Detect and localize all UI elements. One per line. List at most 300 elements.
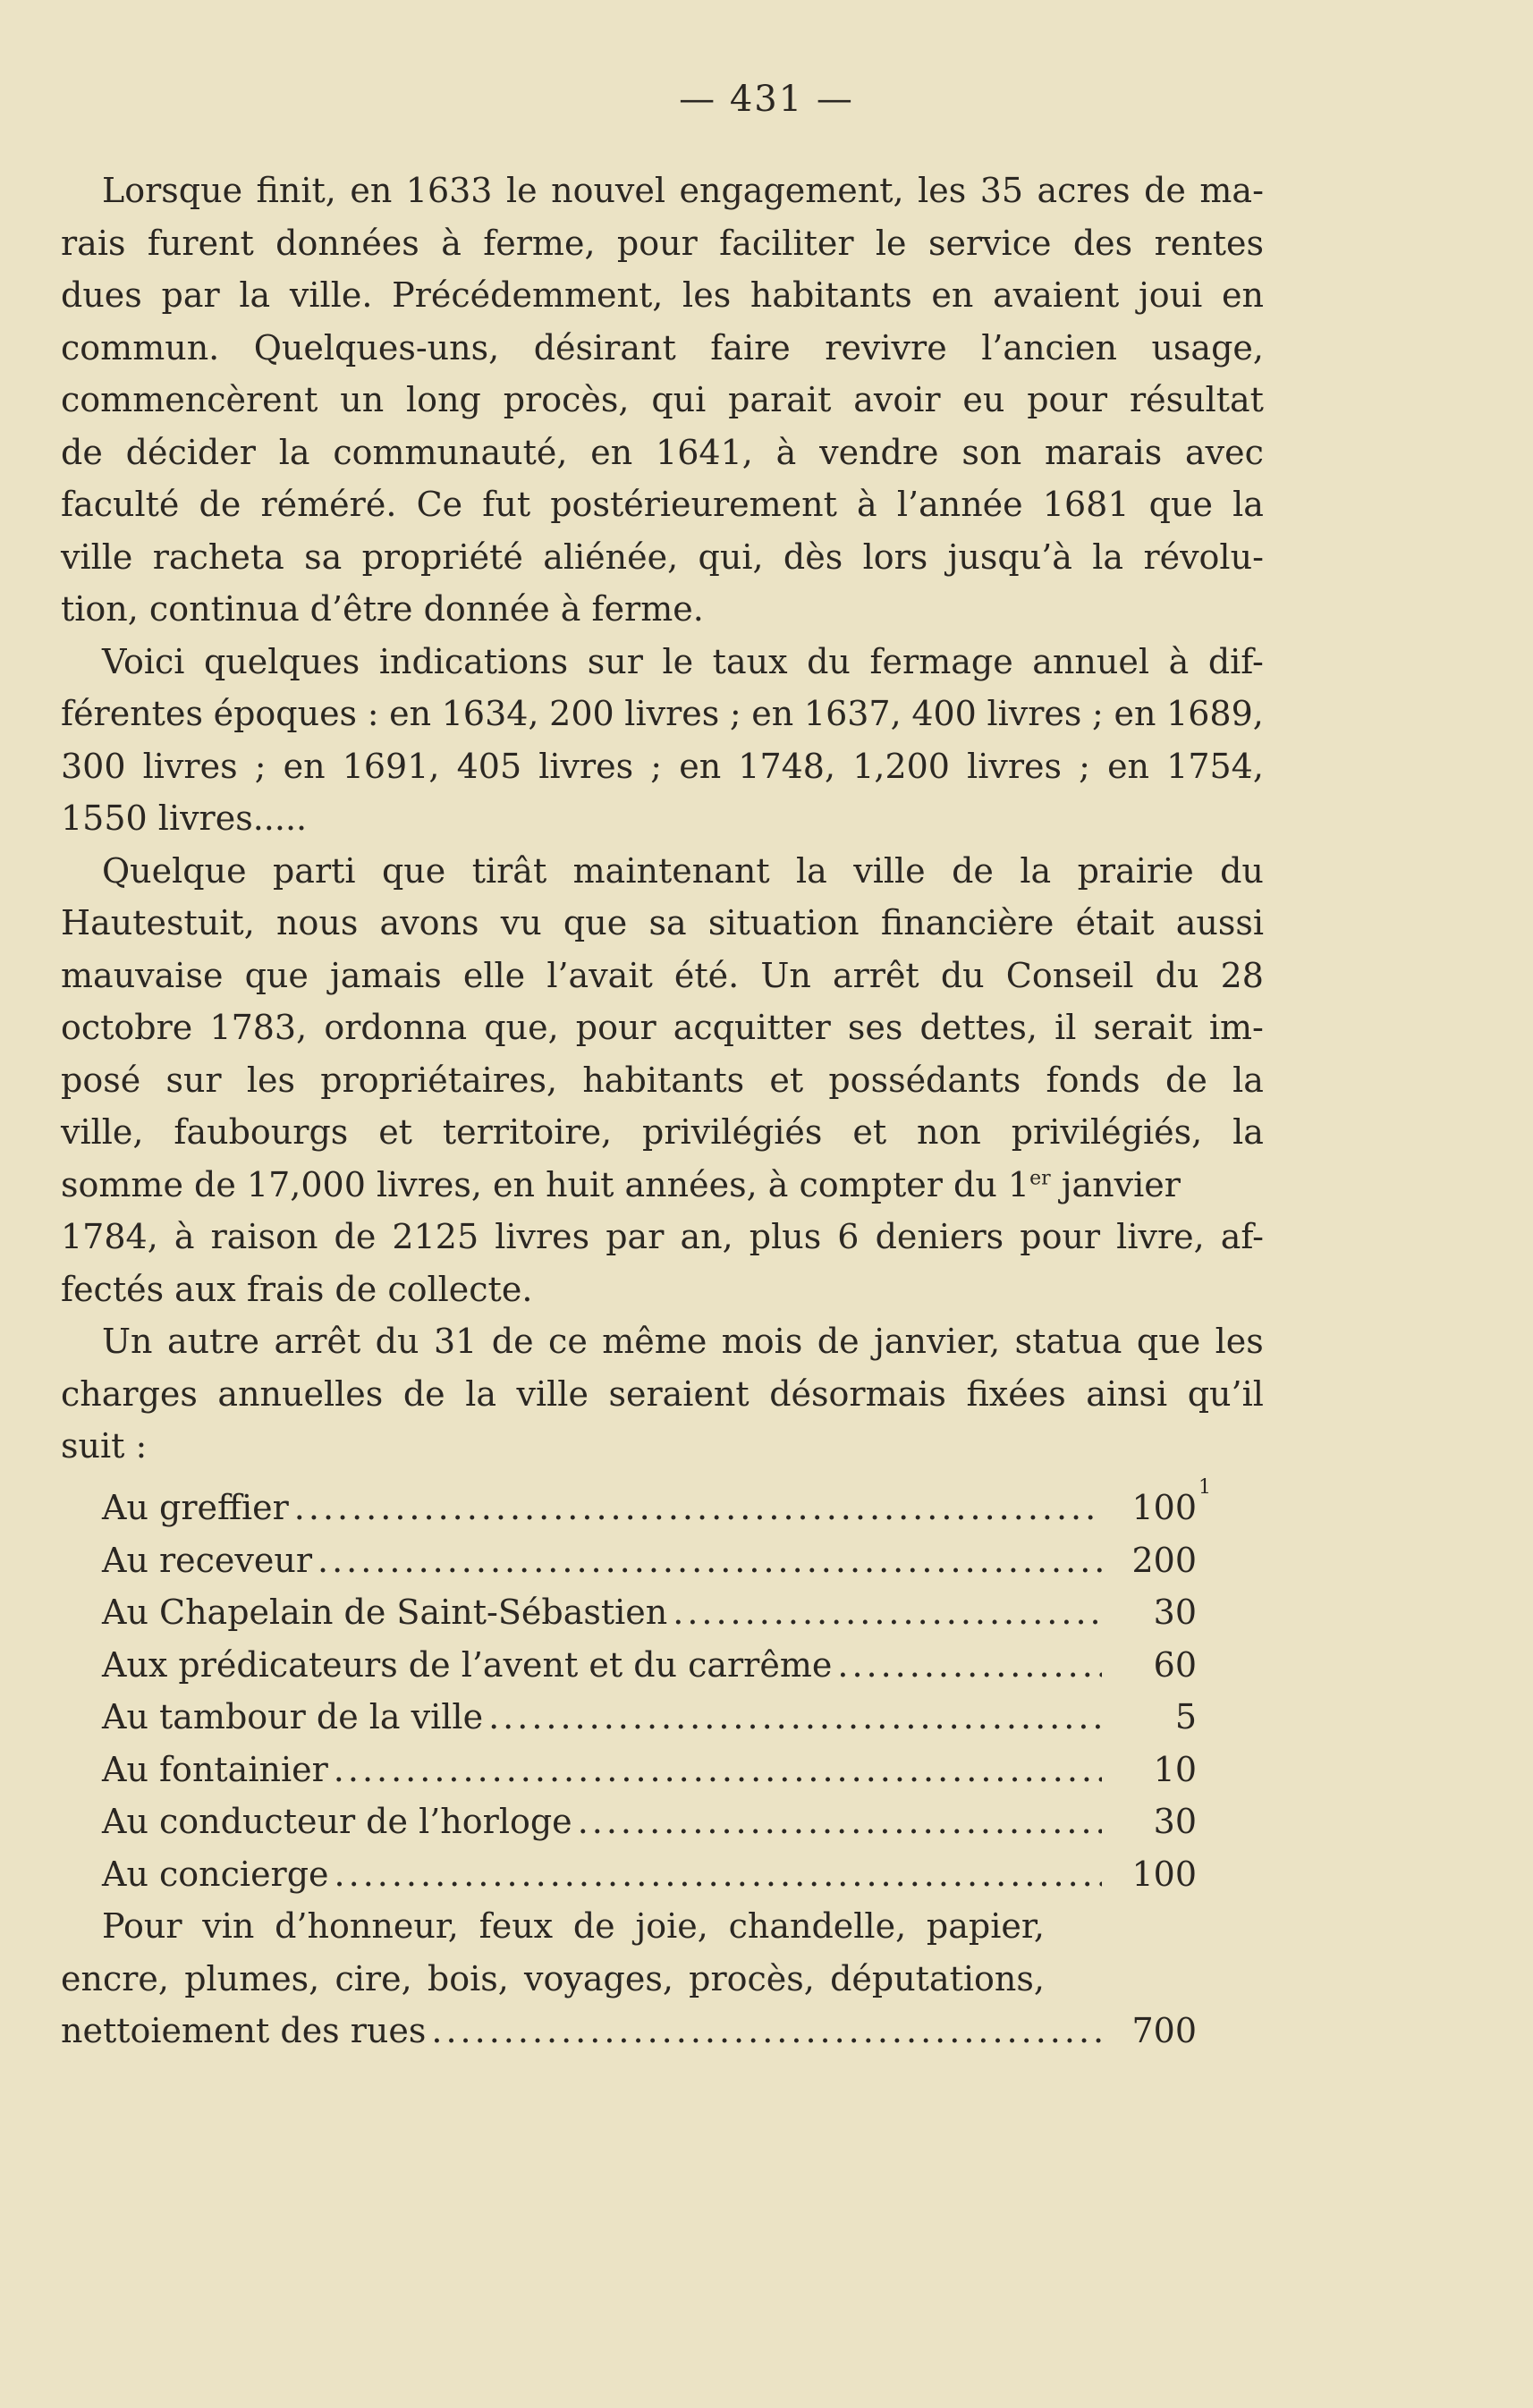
word: en	[751, 694, 794, 733]
word: prairie	[1077, 850, 1194, 891]
word: livres	[142, 746, 238, 786]
word: le	[505, 171, 538, 210]
text-line	[61, 740, 1264, 793]
word: ;	[1079, 746, 1090, 786]
word: en	[1222, 275, 1264, 315]
word: chandelle,	[728, 1906, 907, 1946]
word: ville,	[61, 1112, 144, 1152]
word: de	[334, 1217, 377, 1256]
word: que	[1136, 1322, 1201, 1361]
word: communauté,	[333, 432, 568, 472]
word: la	[1232, 1060, 1264, 1100]
word: Hautestuit,	[61, 903, 255, 942]
word: 1634,	[441, 694, 539, 733]
word: dif-	[1207, 641, 1264, 681]
footnote-mark: 1	[1198, 1476, 1211, 1499]
word: annuelles	[217, 1373, 384, 1414]
charge-label: Au fontainier	[102, 1749, 328, 1789]
word: procès,	[689, 1958, 815, 1998]
word: 1637,	[803, 694, 902, 733]
word: faubourgs	[174, 1112, 349, 1152]
text-line	[61, 478, 1264, 531]
word: usage,	[1151, 327, 1264, 368]
word: acres	[1037, 171, 1131, 210]
word: du	[807, 641, 851, 681]
charges-list	[61, 1476, 1211, 2057]
text-fragment-before: somme de 17,000 livres, en huit années, à compter du 1	[61, 1164, 1030, 1204]
charge-label: Au greffier	[102, 1488, 289, 1527]
word: service	[927, 223, 1052, 263]
charge-label: Au concierge	[102, 1854, 329, 1894]
word: im-	[1208, 1008, 1264, 1047]
word: la	[278, 432, 310, 472]
word: feux	[479, 1906, 554, 1946]
dot-leader	[334, 1744, 1102, 1796]
word: un	[340, 380, 385, 419]
text-fragment-after: janvier	[1050, 1164, 1181, 1204]
word: raison	[210, 1217, 318, 1256]
word: 1748,	[738, 746, 836, 786]
word: elle	[462, 955, 526, 995]
word: quelques	[204, 641, 360, 681]
final-charge-line	[61, 1900, 1045, 1953]
word: à	[775, 432, 797, 472]
word: été.	[673, 955, 740, 995]
word: en	[389, 694, 432, 733]
word: du	[1220, 850, 1264, 891]
word: vin	[202, 1906, 255, 1946]
word: Voici	[102, 641, 185, 681]
charge-label: nettoiement des rues	[61, 2011, 427, 2050]
text-line	[61, 845, 1264, 898]
word: livres	[987, 694, 1082, 733]
charge-row	[61, 1534, 1197, 1587]
word: 2125	[392, 1217, 479, 1256]
charge-label: Au Chapelain de Saint-Sébastien	[102, 1593, 668, 1632]
word: octobre	[61, 1008, 193, 1047]
word: livre,	[1116, 1217, 1205, 1256]
word: 28	[1220, 955, 1264, 995]
word: ce	[548, 1322, 588, 1361]
word: pour	[1020, 1217, 1101, 1256]
word: pour	[575, 1008, 656, 1047]
word: de	[1165, 1060, 1207, 1100]
word: et	[769, 1060, 804, 1100]
word: et	[852, 1112, 887, 1152]
text-fragment	[61, 1159, 1181, 1212]
word: ;	[254, 746, 267, 786]
word: mauvaise	[61, 955, 224, 995]
word: 405	[456, 746, 522, 786]
word: époques	[213, 694, 358, 733]
word: 1691,	[342, 746, 440, 786]
word: aliénée,	[543, 537, 679, 577]
word: jusqu’à	[947, 537, 1072, 577]
word: af-	[1220, 1217, 1264, 1256]
word: serait	[1093, 1008, 1192, 1047]
word: que	[1148, 485, 1213, 524]
word: la	[1020, 850, 1052, 891]
word: révolu-	[1143, 537, 1264, 577]
word: possédants	[828, 1060, 1021, 1100]
word: finit,	[256, 171, 336, 210]
text-line: fectés aux frais de collecte.	[61, 1269, 533, 1309]
word: fixées	[966, 1373, 1066, 1414]
word: 1689,	[1166, 694, 1264, 733]
word: non	[917, 1112, 981, 1152]
word: sur	[587, 641, 643, 681]
charge-row	[61, 1691, 1197, 1744]
word: sur	[165, 1060, 222, 1100]
word: Lorsque	[102, 171, 243, 210]
superscript: er	[1029, 1166, 1051, 1189]
word: députations,	[830, 1958, 1045, 1998]
word: maintenant	[572, 850, 770, 891]
word: :	[367, 694, 379, 733]
word: revivre	[825, 327, 947, 368]
word: nouvel	[551, 171, 666, 210]
word: de	[1144, 171, 1186, 210]
word: 1,200	[852, 746, 950, 786]
charge-amount: 5	[1174, 1697, 1197, 1736]
text-line	[61, 531, 1264, 584]
text-line	[61, 374, 1264, 427]
text-line	[61, 1001, 1264, 1054]
word: que,	[484, 1008, 559, 1047]
word: le	[875, 223, 907, 263]
word: Pour	[102, 1906, 182, 1946]
word: Un	[760, 955, 811, 995]
charge-amount: 700	[1131, 2011, 1197, 2050]
charge-amount: 10	[1153, 1749, 1197, 1789]
word: livres	[495, 1217, 590, 1256]
body-text	[61, 165, 1264, 1473]
word: fut	[482, 485, 531, 524]
word: avons	[379, 903, 479, 942]
word: à	[441, 223, 462, 263]
word: l’avait	[546, 955, 653, 995]
text-line	[61, 1106, 1264, 1159]
word: lors	[862, 537, 928, 577]
word: faciliter	[719, 223, 854, 263]
word: joui	[1139, 275, 1203, 315]
word: commun.	[61, 327, 220, 368]
word: plumes,	[184, 1958, 320, 1998]
word: vendre	[819, 432, 939, 472]
word: désormais	[769, 1373, 946, 1414]
word: aussi	[1175, 903, 1264, 942]
dot-leader	[488, 1691, 1102, 1744]
word: 6	[837, 1217, 860, 1256]
word: l’année	[896, 485, 1023, 524]
charge-label: Au receveur	[102, 1540, 313, 1580]
word: livres	[538, 746, 634, 786]
word: acquitter	[673, 1008, 831, 1047]
word: territoire,	[442, 1112, 613, 1152]
word: habitants	[750, 275, 912, 315]
charge-label: Au conducteur de l’horloge	[102, 1802, 572, 1841]
amount-value: 100	[1131, 1488, 1197, 1527]
word: le	[662, 641, 694, 681]
final-charge-line	[61, 1953, 1045, 2006]
word: 1641,	[656, 432, 753, 472]
word: en	[283, 746, 326, 786]
text-line	[61, 427, 1264, 479]
word: à	[174, 1217, 195, 1256]
text-line	[61, 897, 1264, 950]
charge-amount: 30	[1153, 1802, 1197, 1841]
word: 300	[61, 746, 126, 786]
word: 35	[979, 171, 1024, 210]
word: 200	[549, 694, 614, 733]
word: seraient	[608, 1373, 750, 1414]
word: ferme,	[483, 223, 596, 263]
word: eu	[962, 380, 1005, 419]
word: privilégiés	[642, 1112, 823, 1152]
word: était	[1075, 903, 1155, 942]
word: la	[1232, 485, 1264, 524]
word: ma-	[1199, 171, 1264, 210]
word: engagement,	[679, 171, 904, 210]
text-line	[61, 1368, 1264, 1421]
word: ainsi	[1086, 1373, 1168, 1414]
word: nous	[276, 903, 359, 942]
word: arrêt	[832, 955, 919, 995]
word: postérieurement	[550, 485, 837, 524]
charge-row	[61, 1586, 1197, 1639]
word: en	[931, 275, 974, 315]
word: posé	[61, 1060, 141, 1100]
word: l’ancien	[981, 327, 1117, 368]
word: ;	[1092, 694, 1104, 733]
word: pour	[616, 223, 698, 263]
word: financière	[880, 903, 1054, 942]
charge-amount: 30	[1153, 1593, 1197, 1632]
word: de	[817, 1322, 860, 1361]
word: ville	[853, 850, 926, 891]
word: résultat	[1129, 380, 1264, 419]
word: 1784,	[61, 1217, 158, 1256]
word: situation	[707, 903, 860, 942]
word: du	[1155, 955, 1199, 995]
word: deniers	[875, 1217, 1004, 1256]
text-line	[61, 217, 1264, 270]
word: en	[679, 746, 722, 786]
word: de	[491, 1322, 534, 1361]
word: la	[465, 1373, 496, 1414]
word: de	[952, 850, 994, 891]
word: annuel	[1032, 641, 1150, 681]
word: furent	[147, 223, 254, 263]
word: voyages,	[524, 1958, 673, 1998]
text-line	[61, 636, 1264, 689]
word: autre	[166, 1322, 260, 1361]
word: les	[918, 171, 967, 210]
charge-row	[61, 1744, 1197, 1796]
word: son	[961, 432, 1022, 472]
charge-row	[61, 1639, 1197, 1692]
text-line	[61, 1315, 1264, 1368]
dot-leader	[335, 1848, 1102, 1901]
charge-amount: 100	[1131, 1854, 1197, 1894]
word: la	[1232, 1112, 1264, 1152]
word: de	[199, 485, 241, 524]
word: arrêt	[274, 1322, 361, 1361]
word: 1633	[405, 171, 493, 210]
word: par	[161, 275, 220, 315]
word: 31	[433, 1322, 478, 1361]
word: avaient	[993, 275, 1120, 315]
word: des	[1072, 223, 1133, 263]
text-line-with-superscript	[61, 1159, 1264, 1212]
word: charges	[61, 1373, 198, 1414]
text-line: tion, continua d’être donnée à ferme.	[61, 589, 704, 629]
word: réméré.	[260, 485, 397, 524]
word: Quelques-uns,	[253, 327, 500, 368]
charge-row	[61, 1476, 1211, 1534]
word: Précédemment,	[392, 275, 664, 315]
word: privilégiés,	[1011, 1112, 1203, 1152]
word: taux	[712, 641, 788, 681]
word: dues	[61, 275, 142, 315]
word: avec	[1185, 432, 1264, 472]
word: indications	[378, 641, 569, 681]
word: avoir	[853, 380, 941, 419]
charge-label: Aux prédicateurs de l’avent et du carrême	[102, 1644, 833, 1685]
word: tirât	[471, 850, 547, 891]
word: même	[602, 1322, 707, 1361]
word: la	[796, 850, 827, 891]
word: du	[375, 1322, 419, 1361]
dot-leader	[578, 1795, 1102, 1848]
text-line	[61, 269, 1264, 322]
word: faire	[710, 327, 791, 368]
word: fonds	[1046, 1060, 1140, 1100]
word: dès	[783, 537, 843, 577]
word: rais	[61, 223, 126, 263]
word: en	[1114, 694, 1156, 733]
word: à	[1168, 641, 1190, 681]
word: cire,	[335, 1958, 412, 1998]
dot-leader	[294, 1482, 1102, 1534]
word: plus	[749, 1217, 822, 1256]
word: janvier,	[874, 1322, 1001, 1361]
word: fermage	[869, 641, 1013, 681]
word: sa	[304, 537, 343, 577]
word: livres	[624, 694, 720, 733]
word: bois,	[427, 1958, 509, 1998]
word: pour	[1027, 380, 1108, 419]
word: d’honneur,	[275, 1906, 459, 1946]
word: par	[606, 1217, 665, 1256]
word: joie,	[635, 1906, 708, 1946]
dot-leader	[673, 1586, 1102, 1639]
text-line	[61, 322, 1264, 375]
word: 1783,	[209, 1008, 308, 1047]
word: du	[940, 955, 985, 995]
dot-leader	[431, 2005, 1102, 2057]
word: que	[381, 850, 446, 891]
word: propriété	[361, 537, 523, 577]
word: de	[402, 1373, 445, 1414]
word: sa	[648, 903, 687, 942]
word: ;	[729, 694, 741, 733]
word: rentes	[1154, 223, 1264, 263]
word: que	[563, 903, 628, 942]
charge-row	[61, 2005, 1197, 2057]
word: habitants	[582, 1060, 745, 1100]
word: livres	[967, 746, 1063, 786]
charge-label: Au tambour de la ville	[102, 1697, 484, 1736]
word: ville.	[289, 275, 373, 315]
charge-amount: 60	[1153, 1644, 1197, 1685]
charge-row	[61, 1795, 1197, 1848]
word: de	[61, 432, 103, 472]
word: férentes	[61, 694, 203, 733]
text-line	[61, 1211, 1264, 1263]
word: qui	[651, 380, 707, 419]
word: dettes,	[919, 1008, 1038, 1047]
text-line	[61, 165, 1264, 217]
word: en	[350, 171, 393, 210]
word: de	[572, 1906, 615, 1946]
word: ;	[650, 746, 663, 786]
word: propriétaires,	[320, 1060, 558, 1100]
word: qui,	[698, 537, 764, 577]
word: procès,	[503, 380, 630, 419]
word: ses	[847, 1008, 903, 1047]
charge-amount: 200	[1131, 1540, 1197, 1580]
word: que	[244, 955, 309, 995]
word: faculté	[61, 485, 180, 524]
word: mois	[721, 1322, 803, 1361]
word: Ce	[416, 485, 463, 524]
word: commencèrent	[61, 380, 318, 419]
text-line: 1550 livres.....	[61, 798, 308, 838]
word: les	[1215, 1322, 1264, 1361]
word: ville	[61, 537, 133, 577]
word: Un	[102, 1322, 153, 1361]
charge-row	[61, 1848, 1197, 1901]
word: 400	[911, 694, 977, 733]
dot-leader	[837, 1639, 1102, 1692]
word: données	[275, 223, 419, 263]
word: Conseil	[1005, 955, 1134, 995]
word: parait	[728, 380, 832, 419]
word: 1754,	[1166, 746, 1264, 786]
word: la	[239, 275, 271, 315]
word: désirant	[533, 327, 676, 368]
word: statua	[1014, 1322, 1122, 1361]
word: en	[1107, 746, 1150, 786]
word: racheta	[152, 537, 284, 577]
dot-leader	[318, 1534, 1102, 1587]
word: long	[406, 380, 481, 419]
word: à	[857, 485, 877, 524]
word: les	[682, 275, 732, 315]
word: ville	[516, 1373, 589, 1414]
word: et	[378, 1112, 412, 1152]
text-line: suit :	[61, 1426, 148, 1466]
word: décider	[125, 432, 256, 472]
word: Quelque	[102, 850, 247, 891]
word: encre,	[61, 1958, 169, 1998]
word: 1681	[1042, 485, 1130, 524]
word: la	[1092, 537, 1124, 577]
word: jamais	[329, 955, 442, 995]
word: marais	[1045, 432, 1163, 472]
word: en	[590, 432, 633, 472]
